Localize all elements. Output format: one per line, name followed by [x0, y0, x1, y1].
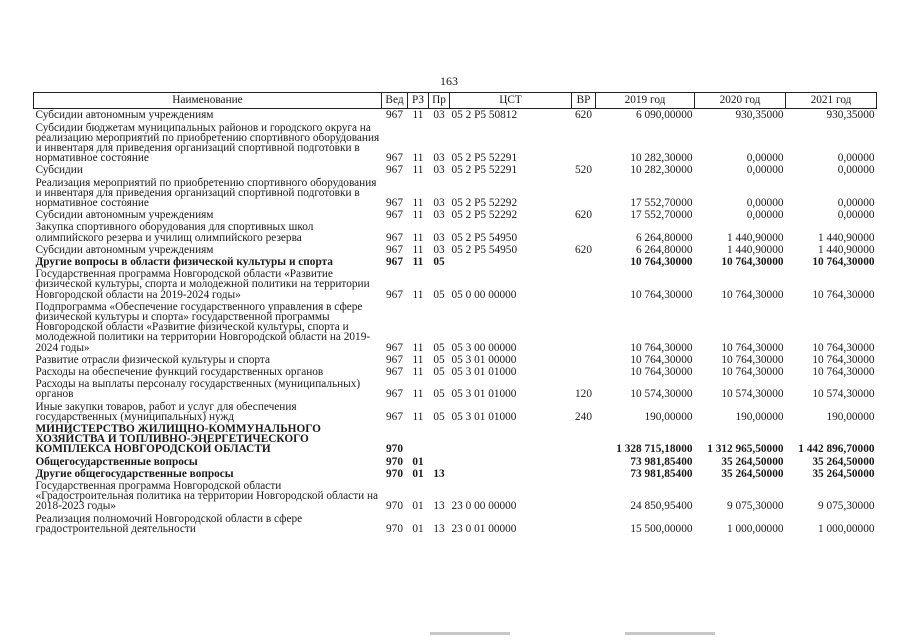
table-row	[34, 255, 877, 267]
row-pr-cell	[429, 455, 450, 467]
row-2019-cell: 24 850,95400	[630, 500, 693, 513]
row-cst-cell: 05 2 P5 54950	[451, 231, 518, 244]
table-row	[34, 163, 877, 175]
table-row	[34, 220, 877, 242]
budget-table	[33, 92, 877, 534]
row-ved-cell: 970	[386, 443, 403, 456]
row-vr-cell: 120	[575, 388, 592, 401]
row-2020-cell: 10 764,30000	[721, 353, 784, 366]
row-rz-cell: 01	[412, 455, 424, 468]
row-rz-cell: 11	[412, 243, 424, 256]
row-2020-cell: 1 440,90000	[727, 243, 784, 256]
row-2019-cell: 6 090,00000	[636, 109, 693, 122]
row-pr-cell: 03	[433, 197, 445, 210]
row-name-cell: Реализация полномочий Новгородской области в сфере градостроительной деятельности	[35, 512, 303, 535]
row-cst-cell: 05 2 P5 52291	[451, 164, 518, 177]
col-header-rz: РЗ	[408, 93, 429, 109]
row-2021-cell: 35 264,50000	[812, 467, 875, 480]
row-2019-cell: 1 328 715,18000	[616, 443, 693, 456]
row-ved-cell: 967	[386, 410, 403, 423]
row-2019-cell: 10 282,30000	[630, 164, 693, 177]
row-rz-cell: 11	[412, 231, 424, 244]
row-pr-cell: 13	[433, 522, 445, 535]
table-row	[34, 243, 877, 255]
row-cst-cell: 23 0 01 00000	[451, 522, 517, 535]
row-2020-cell: 1 312 965,50000	[707, 443, 784, 456]
row-name-cell: Субсидии бюджетам муниципальных районов и городского округа на реализацию мероприятий по приобретению спортивного оборудования и инвентаря для приведения организаций спортивной подготовки в нормативное состояние	[35, 121, 380, 165]
row-2021-cell: 10 764,30000	[812, 365, 875, 378]
row-2021-cell: 930,35000	[826, 109, 875, 122]
row-rz-cell: 11	[412, 152, 424, 165]
row-ved-cell: 967	[386, 341, 403, 354]
row-cst-cell: 05 2 P5 50812	[451, 109, 518, 122]
col-header-2021: 2021 год	[786, 93, 877, 109]
row-2019-cell: 10 764,30000	[630, 365, 693, 378]
row-2020-cell: 1 000,00000	[727, 522, 784, 535]
row-pr-cell: 03	[433, 243, 445, 256]
row-name-cell: Другие общегосударственные вопросы	[35, 467, 234, 480]
table-row	[34, 267, 877, 300]
row-2021-cell: 10 764,30000	[812, 353, 875, 366]
row-rz-cell: 11	[412, 365, 424, 378]
row-pr-cell: 03	[433, 152, 445, 165]
row-pr-cell: 05	[433, 353, 445, 366]
row-rz-cell: 11	[412, 341, 424, 354]
table-row	[34, 365, 877, 377]
row-ved-cell: 967	[386, 353, 403, 366]
row-2020-cell: 0,00000	[746, 209, 784, 222]
row-vr-cell	[572, 220, 596, 242]
row-2020-cell: 35 264,50000	[721, 467, 784, 480]
row-name-cell: Закупка спортивного оборудования для спортивных школ олимпийского резерва и училищ олимпийского резерва	[35, 221, 314, 244]
row-rz-cell: 11	[412, 209, 424, 222]
row-2020-cell: 35 264,50000	[721, 455, 784, 468]
row-pr-cell	[429, 422, 450, 455]
row-2019-cell: 10 764,30000	[630, 288, 693, 301]
row-ved-cell: 967	[386, 288, 403, 301]
row-pr-cell: 13	[433, 500, 445, 513]
row-2021-cell: 10 764,30000	[812, 341, 875, 354]
row-2021-cell: 1 442 896,70000	[798, 443, 875, 456]
page-number: 163	[440, 74, 458, 88]
row-ved-cell: 970	[386, 467, 403, 480]
row-2019-cell: 6 264,80000	[636, 231, 693, 244]
row-vr-cell: 240	[575, 410, 592, 423]
row-2021-cell: 0,00000	[837, 209, 875, 222]
row-ved-cell: 967	[386, 365, 403, 378]
row-pr-cell: 05	[433, 388, 445, 401]
footer-smudge	[430, 632, 510, 635]
row-2020-cell: 1 440,90000	[727, 231, 784, 244]
col-header-name: Наименование	[34, 93, 382, 109]
row-2019-cell: 10 764,30000	[630, 256, 693, 269]
row-2019-cell: 15 500,00000	[630, 522, 693, 535]
row-vr-cell	[572, 422, 596, 455]
row-2019-cell: 73 981,85400	[630, 455, 693, 468]
row-2021-cell: 1 440,90000	[818, 243, 875, 256]
col-header-vr: ВР	[572, 93, 596, 109]
row-pr-cell: 05	[433, 288, 445, 301]
row-2020-cell: 9 075,30000	[727, 500, 784, 513]
row-2020-cell: 10 764,30000	[721, 341, 784, 354]
row-cst-cell: 05 3 01 01000	[451, 388, 517, 401]
row-name-cell: Расходы на выплаты персоналу государственных (муниципальных) органов	[35, 378, 361, 401]
row-ved-cell: 967	[386, 388, 403, 401]
table-row	[34, 121, 877, 164]
row-name-cell: Субсидии автономным учреждениям	[35, 109, 214, 122]
row-cst-cell: 05 2 P5 52291	[451, 152, 518, 165]
table-row	[34, 455, 877, 467]
row-pr-cell: 03	[433, 209, 445, 222]
table-body	[34, 109, 877, 534]
row-ved-cell: 967	[386, 109, 403, 122]
row-pr-cell: 05	[433, 341, 445, 354]
row-vr-cell	[572, 255, 596, 267]
table-row	[34, 377, 877, 399]
row-pr-cell: 05	[433, 256, 445, 269]
row-cst-cell: 05 3 01 01000	[451, 365, 517, 378]
row-vr-cell	[572, 300, 596, 353]
row-2021-cell: 1 000,00000	[818, 522, 875, 535]
row-2021-cell: 190,00000	[826, 410, 875, 423]
row-2019-cell: 10 574,30000	[630, 388, 693, 401]
row-2021-cell: 10 574,30000	[812, 388, 875, 401]
row-vr-cell	[572, 512, 596, 534]
row-2021-cell: 0,00000	[837, 164, 875, 177]
row-ved-cell: 967	[386, 209, 403, 222]
col-header-2020: 2020 год	[695, 93, 786, 109]
row-rz-cell: 01	[412, 500, 424, 513]
row-vr-cell	[572, 365, 596, 377]
row-vr-cell	[572, 455, 596, 467]
row-name-cell: Подпрограмма «Обеспечение государственного управления в сфере физической культуры и спорта» государственной программы Новгородской области «Развитие физической культуры, спорта и молодежной политики на территории Новгородской области на 2019-2024 годы»	[35, 300, 371, 354]
row-pr-cell: 03	[433, 164, 445, 177]
row-2020-cell: 10 764,30000	[721, 288, 784, 301]
row-cst-cell: 05 2 P5 52292	[451, 209, 518, 222]
row-2020-cell: 10 574,30000	[721, 388, 784, 401]
row-cst-cell: 05 0 00 00000	[451, 288, 517, 301]
row-2019-cell: 10 764,30000	[630, 341, 693, 354]
row-2020-cell: 0,00000	[746, 164, 784, 177]
row-name-cell: Развитие отрасли физической культуры и спорта	[35, 353, 271, 366]
row-name-cell: Субсидии автономным учреждениям	[35, 209, 214, 222]
row-rz-cell: 11	[412, 197, 424, 210]
row-2021-cell: 1 440,90000	[818, 231, 875, 244]
row-ved-cell: 970	[386, 522, 403, 535]
table-row	[34, 467, 877, 479]
row-vr-cell	[572, 353, 596, 365]
row-pr-cell: 03	[433, 109, 445, 122]
row-rz-cell: 11	[412, 288, 424, 301]
row-cst-cell	[450, 467, 572, 479]
row-2020-cell: 0,00000	[746, 197, 784, 210]
row-2019-cell: 73 981,85400	[630, 467, 693, 480]
col-header-2019: 2019 год	[596, 93, 695, 109]
row-name-cell: Государственная программа Новгородской области «Градостроительная политика на территории Новгородской области на 2018-2023 годы»	[35, 479, 379, 513]
row-ved-cell: 970	[386, 500, 403, 513]
col-header-ved: Вед	[382, 93, 408, 109]
table-row	[34, 512, 877, 534]
row-rz-cell: 11	[412, 388, 424, 401]
row-rz-cell: 11	[412, 353, 424, 366]
table-row	[34, 353, 877, 365]
row-ved-cell: 967	[386, 197, 403, 210]
row-cst-cell: 23 0 00 00000	[451, 500, 517, 513]
table-row	[34, 479, 877, 512]
row-vr-cell	[572, 267, 596, 300]
row-name-cell: МИНИСТЕРСТВО ЖИЛИЩНО-КОММУНАЛЬНОГО ХОЗЯЙСТВА И ТОПЛИВНО-ЭНЕРГЕТИЧЕСКОГО КОМПЛЕКСА НОВГОРОДСКОЙ ОБЛАСТИ	[35, 422, 321, 456]
row-rz-cell: 11	[412, 256, 424, 269]
row-vr-cell: 520	[575, 164, 592, 177]
row-2021-cell: 0,00000	[837, 152, 875, 165]
row-vr-cell	[572, 121, 596, 164]
row-ved-cell: 967	[386, 243, 403, 256]
row-ved-cell: 967	[386, 164, 403, 177]
row-name-cell: Расходы на обеспечение функций государственных органов	[35, 365, 324, 378]
row-2021-cell: 10 764,30000	[812, 288, 875, 301]
table-row	[34, 109, 877, 121]
row-name-cell: Общегосударственные вопросы	[35, 455, 198, 468]
row-2020-cell: 930,35000	[735, 109, 784, 122]
row-rz-cell: 11	[412, 164, 424, 177]
row-vr-cell	[572, 176, 596, 209]
row-name-cell: Иные закупки товаров, работ и услуг для обеспечения государственных (муниципальных) нужд	[35, 400, 297, 423]
table-row	[34, 400, 877, 422]
row-ved-cell: 967	[386, 256, 403, 269]
row-cst-cell: 05 3 01 00000	[451, 353, 517, 366]
row-2019-cell: 6 264,80000	[636, 243, 693, 256]
row-cst-cell: 05 3 00 00000	[451, 341, 517, 354]
row-2020-cell: 10 764,30000	[721, 256, 784, 269]
row-2020-cell: 10 764,30000	[721, 365, 784, 378]
row-rz-cell: 01	[412, 522, 424, 535]
col-header-pr: Пр	[429, 93, 450, 109]
row-2019-cell: 17 552,70000	[630, 197, 693, 210]
table-row	[34, 208, 877, 220]
table-header-row	[34, 93, 877, 109]
row-pr-cell: 13	[433, 467, 445, 480]
row-rz-cell: 01	[412, 467, 424, 480]
row-vr-cell	[572, 479, 596, 512]
row-2019-cell: 17 552,70000	[630, 209, 693, 222]
row-rz-cell: 11	[412, 109, 424, 122]
row-2019-cell: 10 282,30000	[630, 152, 693, 165]
row-2021-cell: 0,00000	[837, 197, 875, 210]
row-vr-cell: 620	[575, 109, 592, 122]
row-cst-cell: 05 3 01 01000	[451, 410, 517, 423]
row-2020-cell: 190,00000	[735, 410, 784, 423]
row-name-cell: Субсидии автономным учреждениям	[35, 243, 214, 256]
row-pr-cell: 05	[433, 410, 445, 423]
row-name-cell: Другие вопросы в области физической культуры и спорта	[35, 256, 333, 269]
row-vr-cell: 620	[575, 209, 592, 222]
row-2021-cell: 10 764,30000	[812, 256, 875, 269]
row-pr-cell: 03	[433, 231, 445, 244]
table-row	[34, 300, 877, 353]
row-2019-cell: 190,00000	[644, 410, 693, 423]
row-2020-cell: 0,00000	[746, 152, 784, 165]
row-2019-cell: 10 764,30000	[630, 353, 693, 366]
row-ved-cell: 967	[386, 231, 403, 244]
row-2021-cell: 35 264,50000	[812, 455, 875, 468]
row-cst-cell	[450, 455, 572, 467]
footer-smudge	[625, 632, 715, 635]
table-row	[34, 422, 877, 455]
row-vr-cell	[572, 467, 596, 479]
row-rz-cell: 11	[412, 410, 424, 423]
row-ved-cell: 967	[386, 152, 403, 165]
row-ved-cell: 970	[386, 455, 403, 468]
row-cst-cell	[450, 422, 572, 455]
row-name-cell: Субсидии	[35, 164, 83, 177]
row-2021-cell: 9 075,30000	[818, 500, 875, 513]
row-vr-cell: 620	[575, 243, 592, 256]
row-cst-cell: 05 2 P5 52292	[451, 197, 518, 210]
row-name-cell: Государственная программа Новгородской области «Развитие физической культуры, спорта и молодежной политики на территории Новгородской области на 2019-2024 годы»	[35, 268, 370, 301]
col-header-cst: ЦСТ	[450, 93, 572, 109]
row-name-cell: Реализация мероприятий по приобретению спортивного оборудования и инвентаря для приведения организаций спортивной подготовки в нормативное состояние	[35, 176, 377, 210]
row-cst-cell	[450, 255, 572, 267]
row-rz-cell	[408, 422, 429, 455]
row-pr-cell: 05	[433, 365, 445, 378]
row-cst-cell: 05 2 P5 54950	[451, 243, 518, 256]
table-row	[34, 176, 877, 209]
